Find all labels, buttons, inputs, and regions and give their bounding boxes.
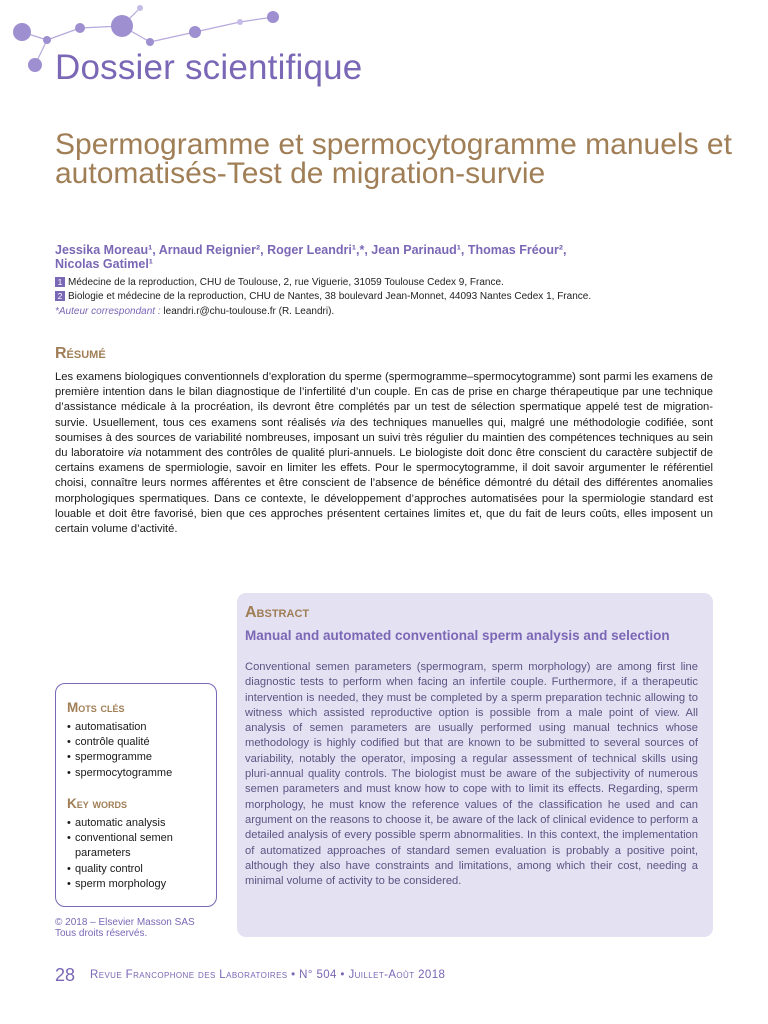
resume-via-1: via xyxy=(330,416,346,429)
keywords-en-heading: Key words xyxy=(67,796,128,811)
keyword-item: • conventional semen parameters xyxy=(67,831,215,861)
keywords-fr-heading: Mots clés xyxy=(67,700,125,715)
keyword-item: • spermogramme xyxy=(67,750,215,765)
affiliation-number: 1 xyxy=(55,277,65,287)
copyright-line-2: Tous droits réservés. xyxy=(55,928,148,939)
abstract-subtitle: Manual and automated conventional sperm analysis and selection xyxy=(245,628,670,643)
section-title: Dossier scientifique xyxy=(55,48,363,87)
keyword-item: • contrôle qualité xyxy=(67,735,215,750)
affiliation-1 xyxy=(55,277,504,288)
affiliation-text: Médecine de la reproduction, CHU de Toulouse, 2, rue Viguerie, 31059 Toulouse Cedex 9, France. xyxy=(68,277,504,288)
copyright xyxy=(55,917,195,939)
resume-heading: Résumé xyxy=(55,345,106,362)
resume-text xyxy=(55,370,713,537)
copyright-line-1: © 2018 – Elsevier Masson SAS xyxy=(55,917,195,928)
resume-part-3: notamment des contrôles de qualité pluri-annuels. Le biologiste doit donc être conscient du caractère subjectif de certains examens de spermiologie, savoir en limiter les effets. Pour le spermocytogramme, il doit savoir argumenter le référentiel choisi, connaître leurs normes afférentes et être conscient de l’absence de bénéfice démontré du détail des différentes anomalies morphologiques spermatiques. Dans ce contexte, le développement d’approches automatisées pour la spermiologie standard est louable et doit être favorisé, bien que ces approches présentent certaines limites et, que du fait de leurs coûts, elles imposent un certain volume d’activité. xyxy=(55,447,713,536)
authors-line-2: Nicolas Gatimel¹ xyxy=(55,257,153,271)
keyword-item: • spermocytogramme xyxy=(67,766,215,781)
affiliation-number: 2 xyxy=(55,291,65,301)
corresponding-email[interactable]: leandri.r@chu-toulouse.fr (R. Leandri). xyxy=(163,306,335,317)
authors xyxy=(55,243,695,271)
keyword-item: • automatisation xyxy=(67,720,215,735)
page-number: 28 xyxy=(55,965,76,985)
keyword-item: • sperm morphology xyxy=(67,877,215,892)
corresponding-label: *Auteur correspondant : xyxy=(55,306,161,317)
resume-via-2: via xyxy=(127,447,142,460)
abstract-heading: Abstract xyxy=(245,604,310,621)
article-title: Spermogramme et spermocytogramme manuels et automatisés-Test de migration-survie xyxy=(55,128,732,190)
affiliation-2 xyxy=(55,291,591,302)
journal-footer: Revue Francophone des Laboratoires • N° 504 • Juillet-Août 2018 xyxy=(90,969,446,981)
keyword-item: • automatic analysis xyxy=(67,816,215,831)
keywords-en-list xyxy=(67,816,215,892)
authors-line-1: Jessika Moreau¹, Arnaud Reignier², Roger Leandri¹,*, Jean Parinaud¹, Thomas Fréour², xyxy=(55,243,567,257)
resume-part-1: Les examens biologiques conventionnels d’exploration du sperme (spermogramme–spermocytogramme) sont parmi les examens de première intention dans le bilan diagnostique de l’infertilité d’un couple. En cas de prise en charge thérapeutique par une technique d’assistance médicale à la procréation, ils devront être complétés par un test de sélection spermatique appelé test de migration-survie. Usuellement, tous ces examens sont réalisés xyxy=(55,371,713,429)
keywords-fr-list xyxy=(67,720,215,781)
abstract-text: Conventional semen parameters (spermogram, sperm morphology) are among first line diagnostic tests to perform when facing an infertile couple. Furthermore, if a therapeutic intervention is needed, they must be completed by a sperm preparation technic allowing to witness which assisted reproductive option is possible from a male point of view. All analysis of semen parameters are usually performed using manual technics whose methodology is highly codified but that are known to be submitted to several sources of variability, notably the operator, imposing a regular assessment of technical skills using pluri-annual quality controls. The biologist must be aware of the subjectivity of numerous semen parameters and must know how to cope with to limit its effects. Regarding, sperm morphology, he must know the reference values of the classification he used and can argument on the reasons to choose it, be aware of the lack of clinical evidence to perform a detailed analysis of every possible sperm abnormalities. In this context, the implementation of automatized approaches of standard semen evaluation is probably a positive point, although they also have constraints and limitations, among which their cost, needing a minimal volume of activity to be considered. xyxy=(245,661,698,888)
affiliation-text: Biologie et médecine de la reproduction, CHU de Nantes, 38 boulevard Jean-Monnet, 44093 Nantes Cedex 1, France. xyxy=(68,291,592,302)
resume-part-2: des techniques manuelles qui, malgré une méthodologie codifiée, sont soumises à des sources de variabilité nombreuses, imposant un suivi très régulier du maintien des compétences techniques au sein du laboratoire xyxy=(55,416,713,460)
keyword-item: • quality control xyxy=(67,862,215,877)
corresponding-author xyxy=(55,306,334,317)
